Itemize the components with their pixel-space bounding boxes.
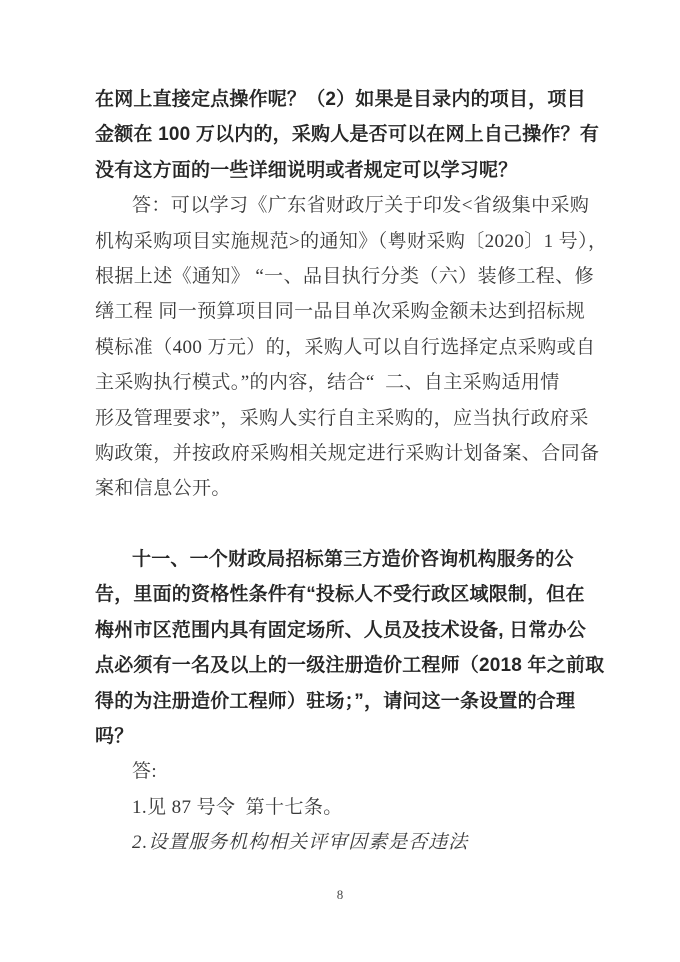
text-line: 没有这方面的一些详细说明或者规定可以学习呢？ bbox=[95, 159, 518, 181]
text-line: 在网上直接定点操作呢？（2）如果是目录内的项目，项目 bbox=[95, 89, 586, 110]
text-line: 模标准（400 万元）的，采购人可以自行选择定点采购或自 bbox=[95, 336, 596, 358]
text-line: 根据上述《通知》 “一、品目执行分类（六）装修工程、修 bbox=[95, 265, 594, 287]
text-line: 梅州市区范围内具有固定场所、人员及技术设备, 日常办公 bbox=[95, 619, 586, 641]
text-line: 2.设置服务机构相关评审因素是否违法 bbox=[132, 832, 469, 854]
blank-line bbox=[95, 507, 585, 542]
text-line: 得的为注册造价工程师）驻场；”，请问这一条设置的合理 bbox=[95, 690, 576, 712]
text-line: 机构采购项目实施规范>的通知》（粤财采购〔2020〕1 号）， bbox=[95, 230, 608, 252]
text-line: 吗？ bbox=[95, 726, 134, 748]
text-line: 金额在 100 万以内的，采购人是否可以在网上自己操作？有 bbox=[95, 124, 600, 146]
text-line: 主采购执行模式。”的内容，结合“ 二、自主采购适用情 bbox=[95, 372, 560, 394]
text-line: 十一、一个财政局招标第三方造价咨询机构服务的公 bbox=[132, 549, 574, 571]
text-block bbox=[95, 82, 608, 861]
text-line: 告，里面的资格性条件有“投标人不受行政区域限制，但在 bbox=[95, 584, 585, 606]
text-line: 案和信息公开。 bbox=[95, 478, 231, 500]
text-line: 购政策，并按政府采购相关规定进行采购计划备案、合同备 bbox=[95, 442, 600, 464]
text-line: 答: bbox=[132, 761, 158, 783]
page-number: 8 bbox=[336, 887, 344, 902]
text-line: 1.见 87 号令 第十七条。 bbox=[132, 796, 343, 818]
text-line: 答：可以学习《广东省财政厅关于印发<省级集中采购 bbox=[132, 195, 590, 217]
text-line: 缮工程 同一预算项目同一品目单次采购金额未达到招标规 bbox=[95, 301, 586, 323]
text-line: 点必须有一名及以上的一级注册造价工程师（2018 年之前取 bbox=[95, 655, 605, 677]
text-line: 形及管理要求”，采购人实行自主采购的，应当执行政府采 bbox=[95, 407, 589, 429]
